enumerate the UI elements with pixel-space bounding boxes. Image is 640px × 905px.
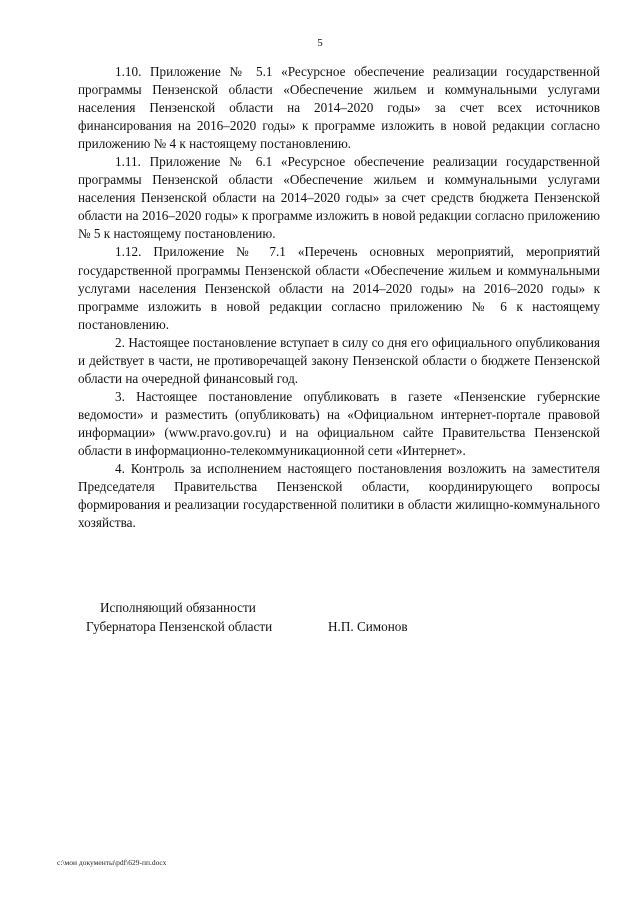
signature-title: Исполняющий обязанности — [100, 600, 256, 615]
signature-name: Н.П. Симонов — [328, 619, 408, 634]
page-number: 5 — [317, 37, 323, 49]
paragraph-1-12: 1.12. Приложение № 7.1 «Перечень основных мероприятий, мероприятий государственной программы Пензенской области «Обеспечение жильем и коммунальными услугами населения Пензенской области на 2014–2020 годы» на 2016–2020 годы» к программе изложить в новой редакции согласно приложению № 6 к настоящему постановлению. — [78, 244, 600, 332]
signature-role: Губернатора Пензенской области — [86, 619, 273, 634]
paragraph-3: 3. Настоящее постановление опубликовать в газете «Пензенские губернские ведомости» и разместить (опубликовать) на «Официальном интернет-портале правовой информации» (www.pravo.gov.ru) и на официальном сайте Правительства Пензенской области в информационно-телекоммуникационной сети «Интернет». — [78, 388, 600, 458]
footer-file-path: c:\мои документы\pdf\629-пп.docx — [57, 858, 167, 867]
paragraph-4: 4. Контроль за исполнением настоящего постановления возложить на заместителя Председателя Правительства Пензенской области, координирующего вопросы формирования и реализации государственной политики в области жилищно-коммунального хозяйства. — [78, 461, 600, 531]
paragraph-1-10: 1.10. Приложение № 5.1 «Ресурсное обеспечение реализации государственной программы Пензенской области «Обеспечение жильем и коммунальными услугами населения Пензенской области на 2014–2020 годы» за счет всех источников финансирования на 2016–2020 годы» к программе изложить в новой редакции согласно приложению № 4 к настоящему постановлению. — [78, 64, 600, 152]
paragraph-1-11: 1.11. Приложение № 6.1 «Ресурсное обеспечение реализации государственной программы Пензенской области «Обеспечение жильем и коммунальными услугами населения Пензенской области на 2014–2020 годы» за счет средств бюджета Пензенской области на 2016–2020 годы» к программе изложить в новой редакции согласно приложению № 5 к настоящему постановлению. — [78, 154, 600, 242]
paragraph-2: 2. Настоящее постановление вступает в силу со дня его официального опубликования и действует в части, не противоречащей закону Пензенской области о бюджете Пензенской области на очередной финансовый год. — [78, 334, 600, 386]
document-body — [78, 63, 600, 532]
